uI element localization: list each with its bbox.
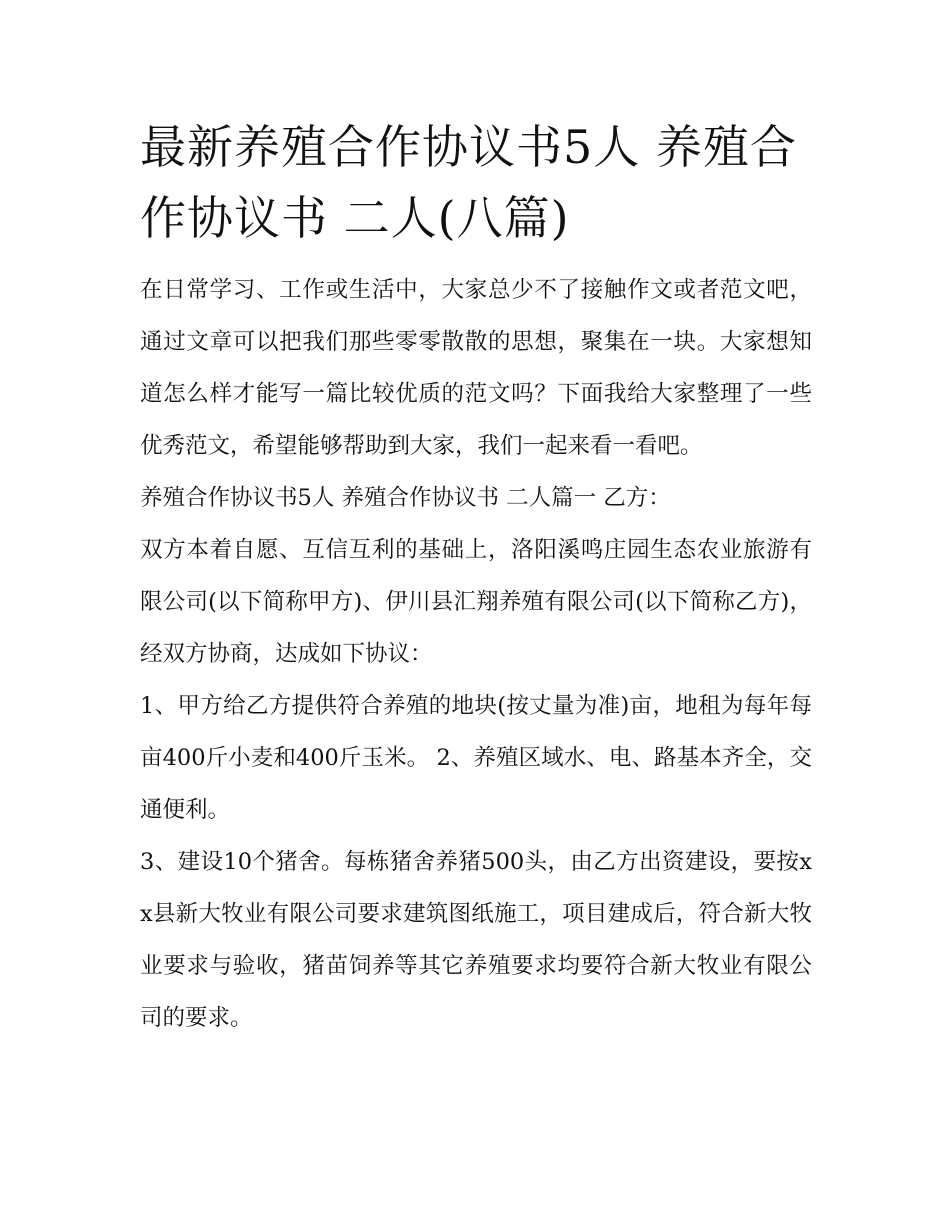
- clause-1-2: 1、甲方给乙方提供符合养殖的地块(按丈量为准)亩，地租为每年每亩400斤小麦和400斤玉米。 2、养殖区域水、电、路基本齐全，交通便利。: [140, 693, 812, 823]
- document-title: 最新养殖合作协议书5人 养殖合作协议书 二人(八篇): [140, 120, 797, 245]
- clause-3: 3、建设10个猪舍。每栋猪舍养猪500头，由乙方出资建设，要按xx县新大牧业有限公司要求建筑图纸施工，项目建成后，符合新大牧业要求与验收，猪苗饲养等其它养殖要求均要符合新大牧业有限公司的要求。: [140, 849, 812, 1031]
- intro-paragraph: 在日常学习、工作或生活中，大家总少不了接触作文或者范文吧，通过文章可以把我们那些零零散散的思想，聚集在一块。大家想知道怎么样才能写一篇比较优质的范文吗？下面我给大家整理了一些优秀范文，希望能够帮助到大家，我们一起来看一看吧。: [140, 277, 812, 459]
- agreement-preamble: 双方本着自愿、互信互利的基础上，洛阳溪鸣庄园生态农业旅游有限公司(以下简称甲方)、伊川县汇翔养殖有限公司(以下简称乙方)，经双方协商，达成如下协议：: [140, 537, 812, 667]
- document-page: [140, 112, 812, 1044]
- section-heading: 养殖合作协议书5人 养殖合作协议书 二人篇一 乙方：: [140, 485, 671, 511]
